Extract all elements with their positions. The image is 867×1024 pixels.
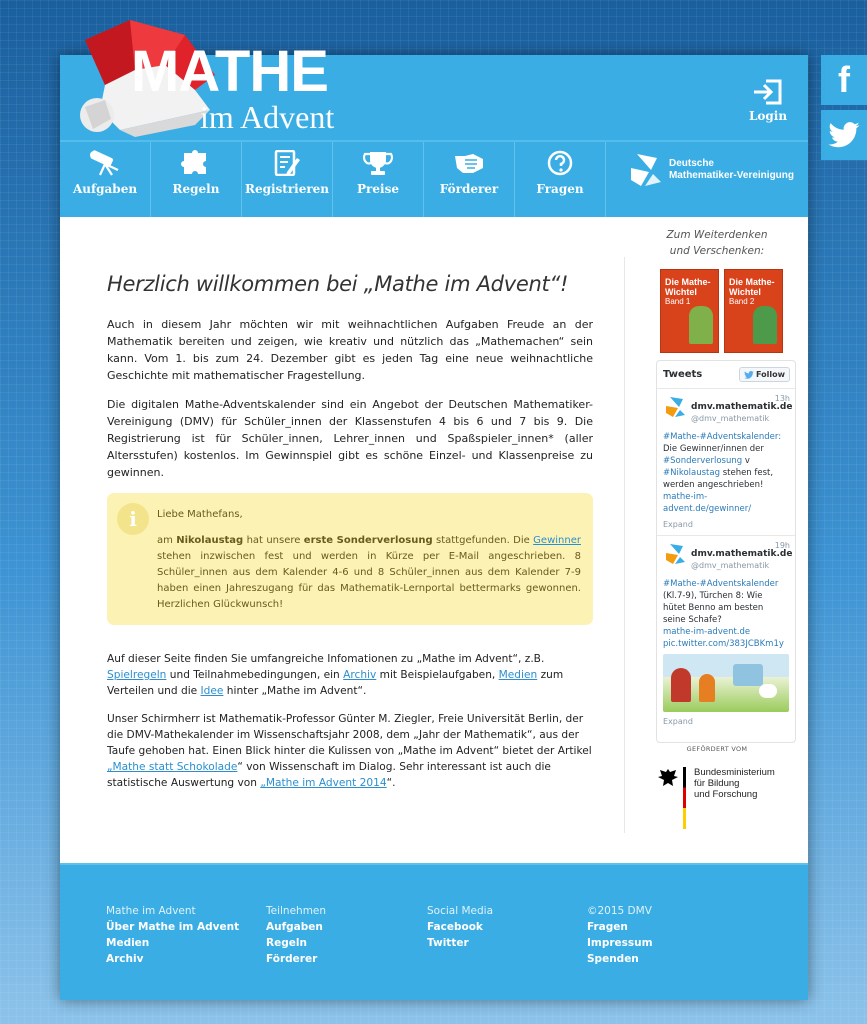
tweet-time: 19h: [774, 541, 790, 550]
avatar: [663, 395, 687, 419]
bmbf-logo[interactable]: Bundesministerium für Bildung und Forschung: [657, 767, 775, 829]
facebook-button[interactable]: [821, 55, 867, 105]
dmv-name-line1: Deutsche: [668, 157, 714, 169]
footer-link[interactable]: Impressum: [587, 937, 653, 949]
funded-by-label: GEFÖRDERT VOM: [686, 745, 748, 753]
book-cover-2[interactable]: Die Mathe-Wichtel Band 2: [724, 269, 783, 353]
tweet-item[interactable]: 19h dmv.mathematik.de @dmv_mathematik #Mathe-#Adventskalender (Kl.7-9), Türchen 8: Wie hütet Benno am besten seine Schafe? mathe-im-advent.de pic.twitter.com/383JCBKm1y Expand: [663, 541, 793, 726]
nav-item-aufgaben[interactable]: [60, 142, 151, 217]
tweet-pic-link[interactable]: pic.twitter.com/383JCBKm1y: [663, 639, 784, 649]
notice-text: am Nikolaustag hat unsere erste Sonderverlosung stattgefunden. Die Gewinner stehen inzwischen fest und werden in Kürze per E-Mail angeschrieben. 8 Schüler_innen aus dem Kalender 4-6 und 8 Schüler_innen aus dem Kalender 7-9 haben einen Jahreszugang für das Mathematik-Lernportal bettermarks gewonnen. Herzlichen Glückwunsch!: [157, 535, 581, 610]
info-paragraph: Auf dieser Seite finden Sie umfangreiche Infomationen zu „Mathe im Advent“, z.B. Spielregeln und Teilnahmebedingungen, ein Archiv mit Beispielaufgaben, Medien zum Verteilen und die Idee hinter „Mathe im Advent“.: [107, 653, 564, 697]
footer-link[interactable]: Spenden: [587, 953, 639, 965]
footer-link[interactable]: Förderer: [266, 953, 318, 965]
footer-link[interactable]: Archiv: [106, 953, 144, 965]
archive-link[interactable]: Archiv: [343, 669, 377, 681]
login-button[interactable]: [748, 79, 788, 123]
footer-link[interactable]: Aufgaben: [266, 921, 323, 933]
main-nav: [60, 140, 808, 217]
footer-heading[interactable]: Teilnehmen: [266, 905, 327, 917]
tweet-link[interactable]: mathe-im-advent.de/gewinner/: [663, 492, 752, 514]
form-icon: [273, 150, 301, 176]
sidebar-title: Zum Weiterdenken und Verschenken:: [666, 229, 768, 257]
article-link[interactable]: „Mathe statt Schokolade: [107, 761, 238, 773]
footer: [60, 863, 808, 1000]
tweet-author: dmv.mathematik.de: [691, 549, 793, 559]
tweet-author: dmv.mathematik.de: [691, 402, 793, 412]
twitter-button[interactable]: [821, 110, 867, 160]
footer-link[interactable]: Medien: [106, 937, 150, 949]
sidebar: [624, 229, 808, 833]
telescope-icon: [88, 150, 122, 176]
tweet-handle: @dmv_mathematik: [691, 561, 770, 570]
content-area: [60, 217, 808, 863]
dmv-name-line2: Mathematiker-Vereinigung: [668, 170, 794, 181]
expand-link[interactable]: Expand: [663, 717, 693, 726]
winners-link[interactable]: Gewinner: [533, 535, 581, 546]
dmv-logo-icon: [627, 152, 663, 188]
tweet-time: 13h: [774, 394, 790, 403]
page-container: [60, 39, 808, 1000]
tweet-link[interactable]: mathe-im-advent.de: [663, 627, 751, 637]
book-cover-1[interactable]: Die Mathe-Wichtel Band 1: [660, 269, 719, 353]
eagle-icon: [657, 767, 679, 789]
page-title: Herzlich willkommen bei „Mathe im Advent“!: [107, 272, 569, 296]
nav-item-preise[interactable]: [333, 142, 424, 217]
footer-link[interactable]: Über Mathe im Advent: [106, 921, 240, 933]
nav-item-registrieren[interactable]: [242, 142, 333, 217]
footer-link[interactable]: Regeln: [266, 937, 307, 949]
idea-link[interactable]: Idee: [200, 685, 224, 697]
footer-link[interactable]: Twitter: [427, 937, 469, 949]
tweets-header: Tweets Follow: [657, 361, 795, 389]
question-icon: [546, 150, 574, 176]
header: [60, 39, 808, 140]
twitter-icon: [828, 122, 860, 148]
site-logo[interactable]: [75, 15, 335, 135]
dmv-logo[interactable]: [627, 152, 794, 188]
footer-link[interactable]: Facebook: [427, 921, 483, 933]
footer-link[interactable]: Fragen: [587, 921, 628, 933]
info-icon: i: [117, 503, 149, 535]
patron-paragraph: Unser Schirmherr ist Mathematik-Professor Günter M. Ziegler, Freie Universität Berlin, der die DMV-Mathekalender im Wissenschaftsjahr 2008, dem „Jahr der Mathematik“, aus der Taufe gehoben hat. Einen Blick hinter die Kulissen von „Mathe im Advent“ bietet der Artikel „Mathe statt Schokolade“ von Wissenschaft im Dialog. Sehr interessant ist auch die statistische Auswertung von „Mathe im Advent 2014“.: [107, 713, 592, 789]
nav-label: Aufgaben: [72, 182, 138, 196]
login-icon: [752, 79, 784, 105]
nav-label: Fragen: [536, 182, 584, 196]
footer-column: [427, 903, 577, 951]
statistics-link[interactable]: „Mathe im Advent 2014: [260, 777, 387, 789]
intro-paragraph: Auch in diesem Jahr möchten wir mit weihnachtlichen Aufgaben Freude an der Mathematik bereiten und zeigen, wie kreativ und nützlich das „Mathemachen“ sein kann. Vom 1. bis zum 24. Dezember gibt es jeden Tag eine neue weihnachtliche Geschichte mit mathematischer Fragestellung.: [107, 318, 593, 382]
footer-column: [266, 903, 416, 967]
tweet-image[interactable]: [663, 654, 789, 712]
tweet-item[interactable]: 13h dmv.mathematik.de @dmv_mathematik #Mathe-#Adventskalender: Die Gewinner/innen der #Sonderverlosung v #Nikolaustag stehen fest, werden angeschrieben! mathe-im-advent.de/gewinner/ Expand: [657, 389, 795, 536]
logo-subtitle: im Advent: [200, 99, 335, 135]
footer-column: [587, 903, 737, 967]
avatar: [663, 542, 687, 566]
rules-link[interactable]: Spielregeln: [107, 669, 167, 681]
nav-item-fragen[interactable]: [515, 142, 606, 217]
follow-button[interactable]: Follow: [739, 367, 790, 382]
twitter-bird-icon: [744, 371, 754, 379]
media-link[interactable]: Medien: [498, 669, 538, 681]
nav-label: Regeln: [172, 182, 220, 196]
tweet-handle: @dmv_mathematik: [691, 414, 770, 423]
expand-link[interactable]: Expand: [663, 520, 693, 529]
login-label: Login: [748, 109, 788, 123]
main-column: [107, 272, 593, 803]
footer-heading[interactable]: Social Media: [427, 905, 494, 917]
puzzle-icon: [181, 150, 211, 176]
footer-column: [106, 903, 256, 967]
facebook-icon: f: [838, 59, 850, 100]
dmv-paragraph: Die digitalen Mathe-Adventskalender sind ein Angebot der Deutschen Mathematiker-Vereinigung (DMV) für Schüler_innen der Klassenstufen 4 bis 6 und 7 bis 9. Die Registrierung ist für Schüler_innen, Lehrer_innen und Spaßspieler_innen* (aller Altersstufen) kostenlos. Im Gewinnspiel gibt es schöne Einzel- und Klassenpreise zu gewinnen.: [107, 398, 593, 479]
logo-title: MATHE: [131, 39, 328, 104]
footer-heading[interactable]: Mathe im Advent: [106, 905, 196, 917]
footer-heading: ©2015 DMV: [587, 905, 652, 917]
notice-greeting: Liebe Mathefans,: [157, 509, 243, 520]
nav-label: Förderer: [439, 182, 499, 196]
nav-item-foerderer[interactable]: [424, 142, 515, 217]
handshake-icon: [453, 150, 485, 176]
notice-box: [107, 493, 593, 625]
nav-label: Preise: [357, 182, 399, 196]
twitter-timeline: [656, 360, 796, 743]
nav-label: Registrieren: [244, 182, 330, 196]
trophy-icon: [362, 150, 394, 176]
nav-item-regeln[interactable]: [151, 142, 242, 217]
